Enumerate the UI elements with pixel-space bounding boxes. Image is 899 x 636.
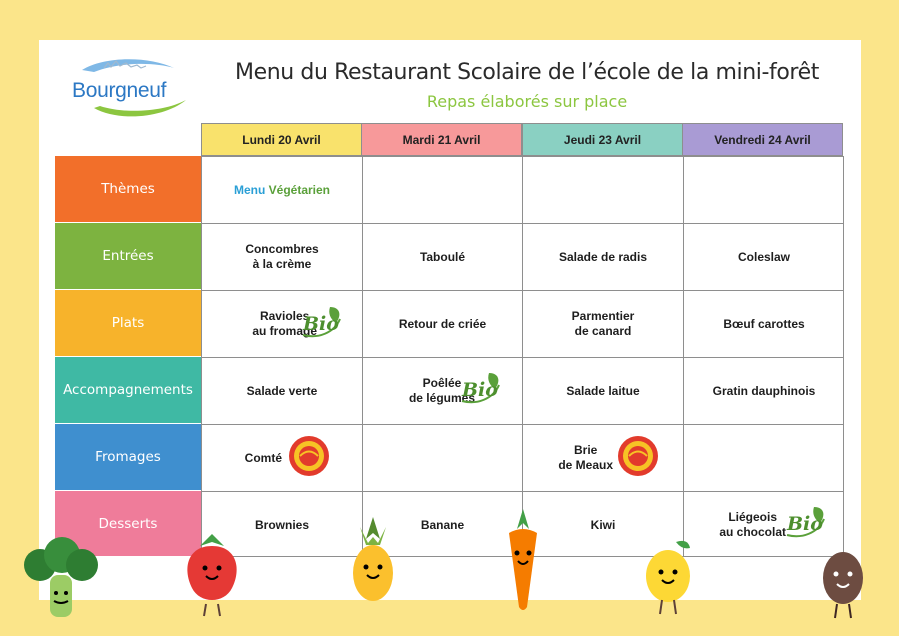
logo-text: Bourgneuf	[72, 79, 167, 102]
day-header-jeudi: Jeudi 23 Avril	[522, 123, 683, 156]
svg-text:Bio: Bio	[787, 513, 823, 535]
category-fromages: Fromages	[55, 424, 201, 491]
category-themes: Thèmes	[55, 156, 201, 223]
entree-mardi: Taboulé	[419, 249, 466, 264]
category-entrees: Entrées	[55, 223, 201, 290]
broccoli-character-icon	[20, 535, 102, 625]
plat-mardi: Retour de criée	[398, 316, 487, 331]
carrot-character-icon	[493, 507, 553, 617]
fromage-jeudi: Brie de Meaux	[558, 443, 613, 472]
day-header-lundi: Lundi 20 Avril	[201, 123, 362, 156]
menu-grid	[201, 156, 844, 557]
page-title: Menu du Restaurant Scolaire de l’école de la mini-forêt	[235, 60, 819, 85]
entree-lundi: Concombres à la crème	[245, 242, 319, 271]
category-accompagnements: Accompagnements	[55, 357, 201, 424]
aop-seal-icon	[288, 435, 330, 477]
accompagnement-jeudi: Salade laitue	[566, 383, 640, 398]
svg-text:Bio: Bio	[303, 313, 339, 335]
accompagnement-mardi: Poêlée de légumes	[408, 376, 475, 405]
page-subtitle: Repas élaborés sur place	[426, 92, 628, 111]
dessert-vendredi: Liégeois au chocolat	[719, 510, 786, 539]
entree-vendredi: Coleslaw	[737, 249, 791, 264]
kiwi-character-icon	[808, 544, 878, 624]
fromage-lundi: Comté	[244, 450, 282, 465]
strawberry-character-icon	[180, 528, 244, 618]
day-header-mardi: Mardi 21 Avril	[361, 123, 522, 156]
svg-text:Bio: Bio	[462, 379, 498, 401]
day-header-vendredi: Vendredi 24 Avril	[682, 123, 843, 156]
accompagnement-lundi: Salade verte	[246, 383, 318, 398]
menu-vegetarien-label: Menu Végétarien	[233, 182, 331, 197]
category-desserts: Desserts	[55, 491, 201, 557]
theme-lundi	[202, 157, 362, 223]
category-plats: Plats	[55, 290, 201, 357]
dessert-lundi: Brownies	[254, 517, 309, 532]
accompagnement-vendredi: Gratin dauphinois	[712, 383, 816, 398]
plat-jeudi: Parmentier de canard	[571, 309, 635, 338]
aop-seal-icon	[617, 435, 659, 477]
dessert-jeudi: Kiwi	[590, 517, 616, 532]
dessert-mardi: Banane	[420, 517, 465, 532]
entree-jeudi: Salade de radis	[558, 249, 648, 264]
plat-lundi: Ravioles au fromage	[252, 309, 317, 338]
bio-icon	[459, 369, 503, 407]
bio-icon	[300, 303, 344, 341]
pineapple-character-icon	[338, 515, 408, 615]
bio-icon	[784, 503, 828, 541]
lemon-character-icon	[630, 536, 706, 618]
plat-vendredi: Bœuf carottes	[723, 316, 805, 331]
